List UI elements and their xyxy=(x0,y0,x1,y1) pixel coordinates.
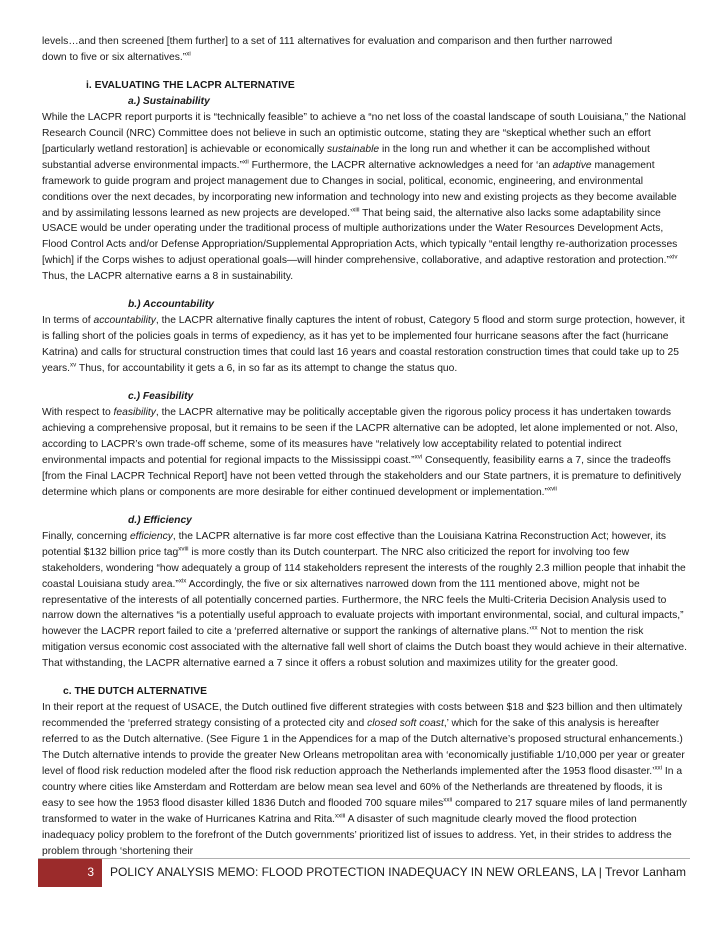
emphasis-text: adaptive xyxy=(552,159,592,171)
text-run: Finally, concerning xyxy=(42,530,130,542)
subheading-accountability: b.) Accountability xyxy=(128,299,215,311)
footnote-marker: xiii xyxy=(352,206,360,214)
text-run: is more costly than its Dutch counterpart. The NRC also criticized the report for involving too few stakeholders, wondering “how adequately a group of 114 stakeholders represent the interests of the roughly 2.3 million people that inhabit the coastal Louisiana study area.” xyxy=(42,546,686,590)
text-run: Accordingly, the five or six alternatives narrowed down from the 111 mentioned above, might not be representative of the interests of all potentially concerned parties. Furthermore, the NRC feels the Multi-Criteria Decision Analysis used to narrow down the alternatives “is a potentially useful approach to evaluate projects with important environmental, social, and cultural impacts,” however the LACPR report failed to cite a ‘preferred alternative or support the rankings of alternative plans.’ xyxy=(42,578,684,638)
intro-paragraph xyxy=(42,34,687,66)
paragraph-efficiency xyxy=(42,529,687,673)
footnote-marker: xxii xyxy=(443,796,453,804)
text-run: With respect to xyxy=(42,407,114,419)
subheading-feasibility: c.) Feasibility xyxy=(128,391,194,403)
text-run: In terms of xyxy=(42,315,94,327)
footnote-marker: xiv xyxy=(669,253,678,261)
footnote-marker: xviii xyxy=(178,545,189,553)
text-run: Thus, for accountability it gets a 6, in so far as its attempt to change the status quo. xyxy=(76,363,458,375)
text-run: management framework to guide program and project management due to Changes in social, political, economic, engineering, and environmental conditions over the next decades, by incorporating new information and technology into new and existing projects as they become available and by assimilating lessons learned as new projects are developed.’ xyxy=(42,159,677,219)
footnote-marker: xix xyxy=(178,577,187,585)
footnote-marker: xi xyxy=(186,50,191,58)
emphasis-text: sustainable xyxy=(327,143,380,155)
paragraph-feasibility xyxy=(42,405,687,501)
text-run: in the long run and whether it can be accomplished without substantial adverse environmental impacts.” xyxy=(42,143,650,171)
section-heading-lacpr: i. EVALUATING THE LACPR ALTERNATIVE xyxy=(86,79,295,91)
document-page xyxy=(42,34,687,860)
footnote-marker: xx xyxy=(531,624,538,632)
paragraph-sustainability xyxy=(42,110,687,285)
page-footer xyxy=(38,858,690,887)
text-run: Furthermore, the LACPR alternative acknowledges a need for ‘an xyxy=(248,159,553,171)
subheading-sustainability: a.) Sustainability xyxy=(128,95,210,107)
text-run: While the LACPR report purports it is “technically feasible” to achieve a “no net loss of the coastal landscape of south Louisiana,” the National Research Council (NRC) Committee does not believe in such an optimistic outcome, stating they are “skeptical whether such an effort [particularly wetland restoration] is achievable or economically xyxy=(42,111,686,155)
emphasis-text: feasibility xyxy=(113,407,156,419)
text-run: That being said, the alternative also lacks some adaptability since USACE would be under operating under the traditional process of multiple authorizations under the Water Resources Development Acts, Flood Control Acts and/or Defense Appropriation/Supplemental Appropriation Acts, which typically “entail lengthy re-authorization processes [which] if the Corps wishes to adjust operational goals—will hinder comprehensive, collaborative, and adaptive restoration and protection.” xyxy=(42,207,678,267)
intro-line-2: down to five or six alternatives.” xyxy=(42,51,187,63)
text-run: , the LACPR alternative may be politically acceptable given the rigorous policy process it has undertaken towards achieving a comprehensive proposal, but it remains to be seen if the LACPR alternative can be adopted, let alone implemented or not. Also, according to LACPR’s own trade-off scheme, some of its measures have “relatively low acceptability related to potential indirect environmental impacts and potential for regional impacts to the Mississippi coast.” xyxy=(42,407,678,466)
intro-line-1: levels…and then screened [them further] to a set of 111 alternatives for evaluation and comparison and then further narrowed xyxy=(42,36,613,47)
text-run: A disaster of such magnitude clearly moved the flood protection inadequacy policy problem to the forefront of the Dutch governments’ prioritized list of issues to address. Yet, in their strides to address the problem through ‘shortening their xyxy=(42,813,672,857)
section-heading-dutch: c. THE DUTCH ALTERNATIVE xyxy=(63,686,207,698)
paragraph-accountability xyxy=(42,313,687,377)
text-run: compared to 217 square miles of land permanently transformed to water in the wake of Hurricanes Katrina and Rita. xyxy=(42,797,687,825)
text-run: , the LACPR alternative is far more cost effective than the Louisiana Katrina Reconstruction Act; however, its potential $132 billion price tag xyxy=(42,530,667,558)
paragraph-dutch xyxy=(42,700,687,860)
footnote-marker: xxi xyxy=(654,764,663,772)
text-run: In their report at the request of USACE, the Dutch outlined five different strategies with costs between $18 and $23 billion and then ultimately recommended the ‘preferred strategy consisting of a protected city and xyxy=(42,702,683,730)
subheading-efficiency: d.) Efficiency xyxy=(128,514,192,526)
emphasis-text: efficiency xyxy=(129,530,173,542)
emphasis-text: closed soft coast xyxy=(367,718,444,730)
text-run: In a country where cities like Amsterdam and Rotterdam are below mean sea level and 60% of the Netherlands are threatened by floods, it is easy to see how the 1953 flood disaster killed 1836 Dutch and flooded 700 square miles xyxy=(42,766,683,809)
page-number: 3 xyxy=(38,859,102,887)
text-run: Thus, the LACPR alternative earns a 8 in sustainability. xyxy=(42,271,294,283)
footnote-marker: xii xyxy=(242,158,249,166)
footnote-marker: xxiii xyxy=(335,812,346,820)
footnote-marker: xv xyxy=(70,361,77,369)
text-run: Not to mention the risk mitigation versus economic cost associated with the alternative fall well short of claims the Dutch boast they would achieve in their alternative. That withstanding, the LACPR alternative earned a 7 since it offers a robust solution and maximizes utility for the greater good. xyxy=(42,626,688,670)
text-run: Consequently, feasibility earns a 7, since the tradeoffs [from the Final LACPR Technical Report] have not been vetted through the stakeholders and our State partners, it is premature to definitively determine which plans or components are more desirable for either continued development or implementation.” xyxy=(42,454,682,498)
text-run: , the LACPR alternative finally captures the intent of robust, Category 5 flood and storm surge protection, however, it is falling short of the policies goals in terms of expediency, as it has yet to be implemented four hurricane seasons after the fact (hurricane Katrina) and calls for structural construction times that could last 16 years and coastal restoration construction times that could take up to 25 years. xyxy=(42,315,685,375)
footer-title: POLICY ANALYSIS MEMO: FLOOD PROTECTION INADEQUACY IN NEW ORLEANS, LA | Trevor Lanham xyxy=(110,865,686,879)
footnote-marker: xvi xyxy=(414,453,423,461)
footnote-marker: xvii xyxy=(547,485,557,493)
text-run: ,’ which for the sake of this analysis is hereafter referred to as the Dutch alternative. (See Figure 1 in the Appendices for a map of the Dutch alternative’s proposed structural enhancements.) The Dutch alternative intends to provide the greater New Orleans metropolitan area with ‘economically justifiable 1/10,000 per year or greater level of flood risk reduction modeled after the flood risk reduction approach the Netherlands implemented after the 1953 flood disaster.’ xyxy=(42,718,685,778)
emphasis-text: accountability xyxy=(93,315,156,327)
